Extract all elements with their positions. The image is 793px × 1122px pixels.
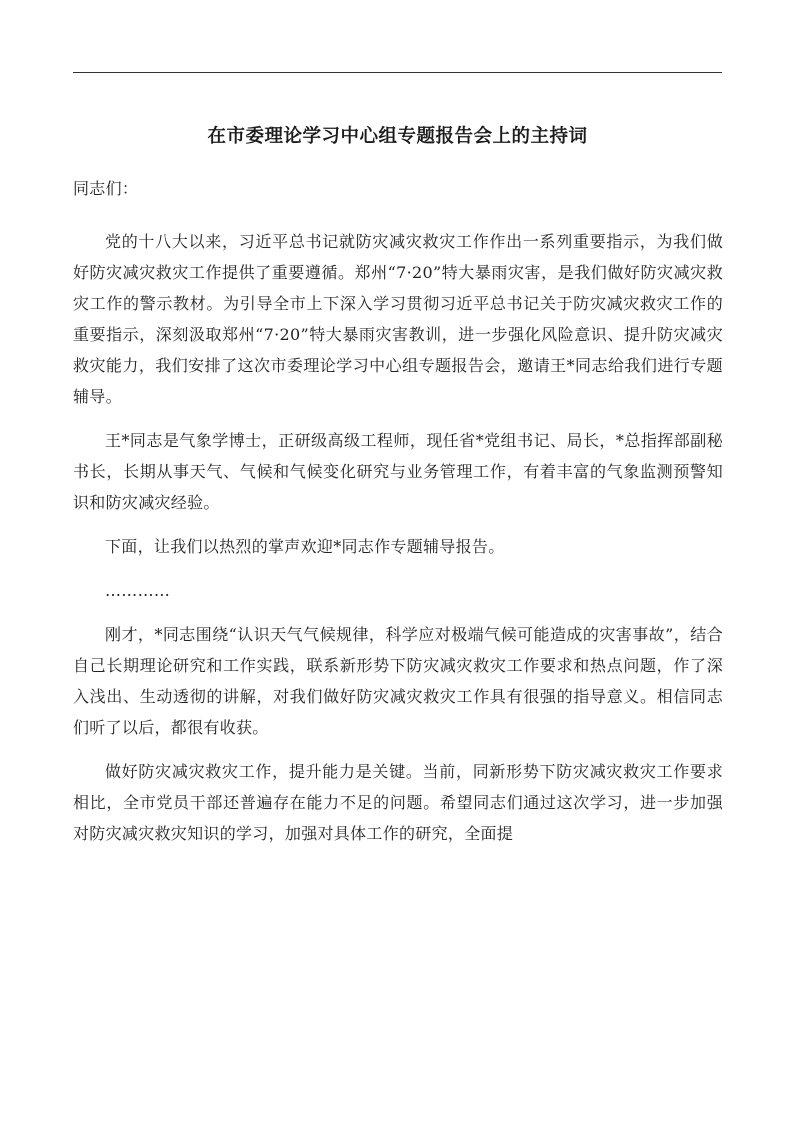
paragraph-speaker-bio: 王*同志是气象学博士，正研级高级工程师，现任省*党组书记、局长，*总指挥部副秘书长，长期从事天气、气候和气候变化研究与业务管理工作，有着丰富的气象监测预警知识和防灾减灾经验。 [73, 431, 723, 512]
document-title: 在市委理论学习中心组专题报告会上的主持词 [207, 126, 588, 147]
salutation: 同志们： [73, 179, 139, 198]
paragraph-ellipsis: ………… [105, 581, 171, 600]
document-body [73, 173, 723, 862]
paragraph-welcome: 下面，让我们以热烈的掌声欢迎*同志作专题辅导报告。 [105, 537, 505, 556]
paragraph-summary: 刚才，*同志围绕“认识天气气候规律，科学应对极端气候可能造成的灾害事故”，结合自己长期理论研究和工作实践，联系新形势下防灾减灾救灾工作要求和热点问题，作了深入浅出、生动透彻的讲解，对我们做好防灾减灾救灾工作具有很强的指导意义。相信同志们听了以后，都很有收获。 [73, 625, 723, 737]
paragraph-intro: 党的十八大以来，习近平总书记就防灾减灾救灾工作作出一系列重要指示，为我们做好防灾减灾救灾工作提供了重要遵循。郑州“7·20”特大暴雨灾害，是我们做好防灾减灾救灾工作的警示教材。为引导全市上下深入学习贯彻习近平总书记关于防灾减灾救灾工作的重要指示，深刻汲取郑州“7·20”特大暴雨灾害教训，进一步强化风险意识、提升防灾减灾救灾能力，我们安排了这次市委理论学习中心组专题报告会，邀请王*同志给我们进行专题辅导。 [73, 232, 723, 406]
paragraph-requirements: 做好防灾减灾救灾工作，提升能力是关键。当前，同新形势下防灾减灾救灾工作要求相比，全市党员干部还普遍存在能力不足的问题。希望同志们通过这次学习，进一步加强对防灾减灾救灾知识的学习，加强对具体工作的研究，全面提 [73, 762, 723, 843]
header-rule [73, 72, 722, 73]
